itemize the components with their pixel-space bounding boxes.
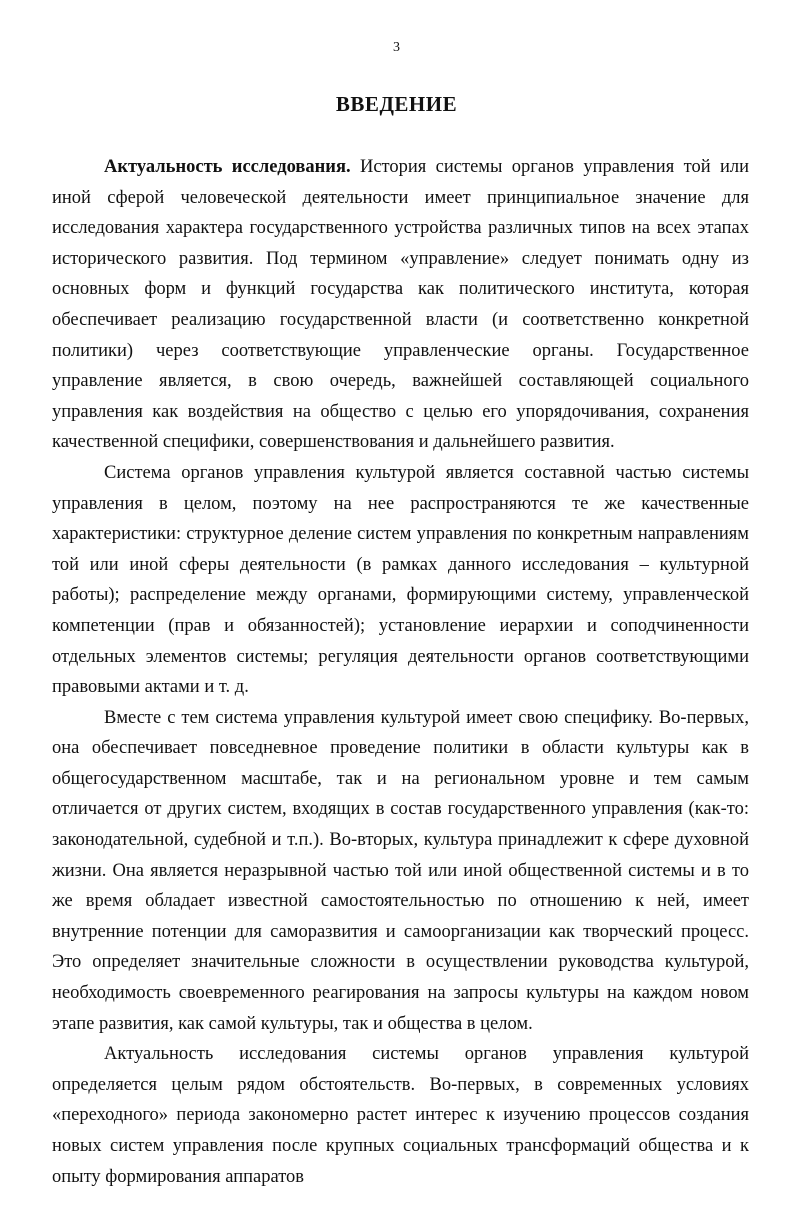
page-number: 3 [393,40,400,55]
paragraph-relevance-circumstances: Актуальность исследования системы органов управления культурой определяется целым рядом обстоятельств. Во-первых, в современных условиях «переходного» периода закономерно растет интерес к изучению процессов создания новых систем управления после крупных социальных трансформаций общества и к опыту формирования аппаратов [52,1044,749,1187]
page-title: ВВЕДЕНИЕ [335,92,458,116]
paragraph-specificity: Вместе с тем система управления культурой имеет свою специфику. Во-первых, она обеспечивает повседневное проведение политики в области культуры как в общегосударственном масштабе, так и на региональном уровне и тем самым отличается от других систем, входящих в состав государственного управления (как-то: законодательной, судебной и т.п.). Во-вторых, культура принадлежит к сфере духовной жизни. Она является неразрывной частью той или иной общественной системы и в то же время обладает известной самостоятельностью по отношению к ней, имеет внутренние потенции для саморазвития и самоорганизации как творческий процесс. Это определяет значительные сложности в осуществлении руководства культурой, необходимость своевременного реагирования на запросы культуры на каждом новом этапе развития, как самой культуры, так и общества в целом. [52,707,749,1034]
document-body [52,152,749,1192]
paragraph-text: История системы органов управления той или иной сферой человеческой деятельности имеет принципиальное значение для исследования характера государственного устройства различных типов на всех этапах исторического развития. Под термином «управление» следует понимать одну из основных форм и функций государства как политического института, которая обеспечивает реализацию государственной власти (и соответственно конкретной политики) через соответствующие управленческие органы. Государственное управление является, в свою очередь, важнейшей составляющей социального управления как воздействия на общество с целью его упорядочивания, сохранения качественной специфики, совершенствования и дальнейшего развития. [52,157,749,453]
paragraph-relevance [52,152,749,458]
paragraph-culture-management-system: Система органов управления культурой является составной частью системы управления в целом, поэтому на нее распространяются те же качественные характеристики: структурное деление систем управления по конкретным направлениям той или иной сферы деятельности (в рамках данного исследования – культурной работы); распределение между органами, формирующими систему, управленческой компетенции (прав и обязанностей); установление иерархии и соподчиненности отдельных элементов системы; регуляция деятельности органов соответствующими правовыми актами и т. д. [52,462,749,698]
paragraph-lead-heading: Актуальность исследования. [104,157,351,177]
